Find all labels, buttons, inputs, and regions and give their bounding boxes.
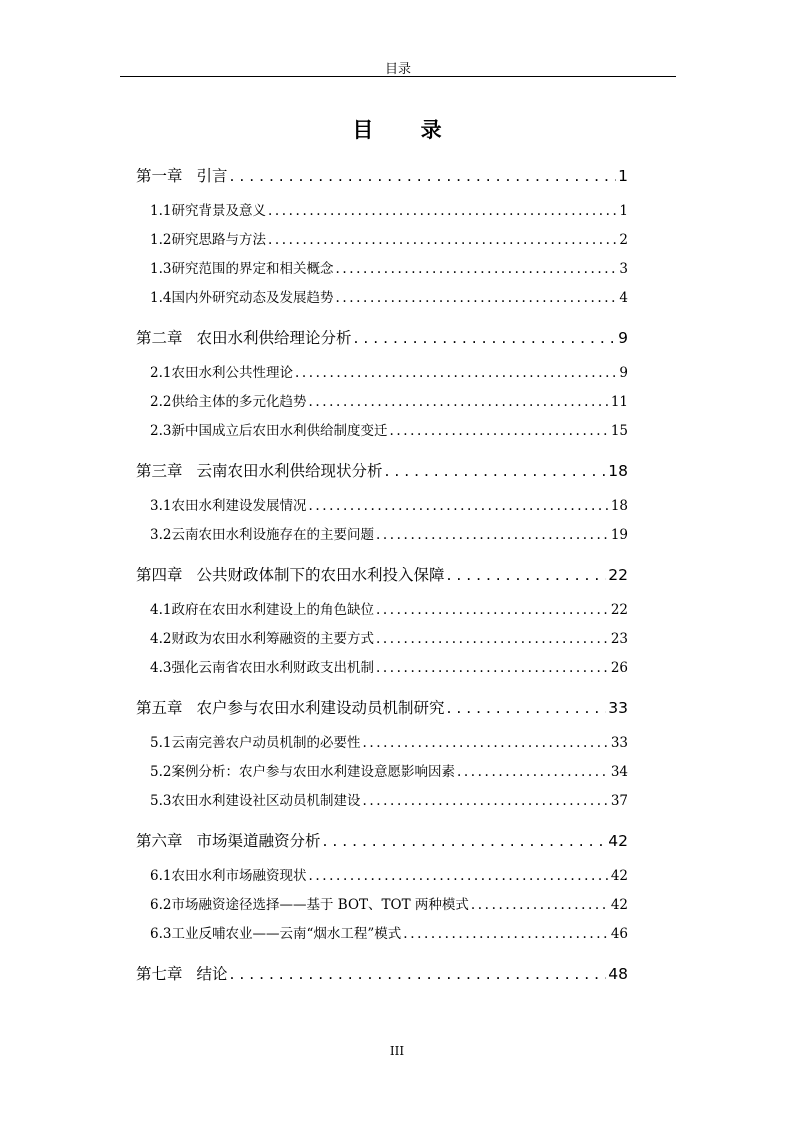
section-page-number: 22 [610,602,628,618]
toc-chapter-entry[interactable] [136,459,628,488]
section-page-number: 4 [619,290,628,306]
section-number: 1.4 [150,290,172,306]
dot-leader [230,965,607,983]
chapter-number: 第五章 [136,699,183,717]
chapter-number: 第七章 [136,965,183,983]
toc-title: 目 录 [352,118,462,142]
toc-section-entry[interactable] [136,523,628,552]
toc-section-entry[interactable] [136,286,628,315]
section-title: 强化云南省农田水利财政支出机制 [171,660,374,676]
section-page-number: 15 [610,423,628,439]
section-number: 3.1 [150,498,172,514]
dot-leader [376,631,609,647]
section-number: 6.1 [150,868,172,884]
section-page-number: 2 [619,232,628,248]
toc-section-entry[interactable] [136,893,628,922]
toc-section-entry[interactable] [136,731,628,760]
toc-section-entry[interactable] [136,494,628,523]
chapter-title: 结论 [196,965,228,983]
section-title: 新中国成立后农田水利供给制度变迁 [171,423,388,439]
toc-section-entry[interactable] [136,419,628,448]
toc-chapter-entry[interactable] [136,696,628,725]
section-number: 5.2 [150,764,172,780]
section-title: 农田水利公共性理论 [171,365,293,381]
chapter-number: 第二章 [136,329,183,347]
chapter-page-number: 48 [608,965,628,983]
toc-chapter-entry[interactable] [136,326,628,355]
toc-chapter-entry[interactable] [136,829,628,858]
section-page-number: 34 [610,764,628,780]
section-title: 国内外研究动态及发展趋势 [171,290,334,306]
section-title: 云南完善农户动员机制的必要性 [171,735,361,751]
toc-chapter-entry[interactable] [136,563,628,592]
dot-leader [323,832,607,850]
section-number: 2.2 [150,394,172,410]
dot-leader [362,793,608,809]
section-number: 1.3 [150,261,172,277]
section-number: 3.2 [150,527,172,543]
section-page-number: 42 [610,897,628,913]
section-title: 供给主体的多元化趋势 [171,394,307,410]
running-header: 目录 [384,62,411,77]
toc-section-entry[interactable] [136,390,628,419]
chapter-number: 第一章 [136,167,183,185]
section-page-number: 42 [610,868,628,884]
section-title: 研究思路与方法 [171,232,266,248]
toc-chapter-entry[interactable] [136,962,628,991]
dot-leader [376,602,609,618]
section-number: 4.2 [150,631,172,647]
toc-section-entry[interactable] [136,199,628,228]
dot-leader [268,203,617,219]
section-page-number: 1 [619,203,628,219]
chapter-number: 第四章 [136,566,183,584]
dot-leader [230,167,617,185]
section-number: 4.3 [150,660,172,676]
section-title: 农田水利建设社区动员机制建设 [171,793,361,809]
section-page-number: 26 [610,660,628,676]
dot-leader [308,394,608,410]
section-title: 财政为农田水利筹融资的主要方式 [171,631,374,647]
toc-section-entry[interactable] [136,598,628,627]
section-page-number: 9 [619,365,628,381]
toc-section-entry[interactable] [136,257,628,286]
chapter-title: 市场渠道融资分析 [196,832,321,850]
dot-leader [354,329,617,347]
section-number: 5.1 [150,735,172,751]
toc-section-entry[interactable] [136,656,628,685]
dot-leader [335,261,617,277]
dot-leader [362,735,608,751]
section-number: 1.1 [150,203,172,219]
dot-leader [335,290,617,306]
section-title: 研究背景及意义 [171,203,266,219]
toc-section-entry[interactable] [136,922,628,951]
dot-leader [447,699,607,717]
section-number: 6.2 [150,897,172,913]
dot-leader [295,365,617,381]
section-page-number: 11 [610,394,628,410]
section-number: 4.1 [150,602,172,618]
section-title: 研究范围的界定和相关概念 [171,261,334,277]
toc-section-entry[interactable] [136,361,628,390]
dot-leader [376,527,609,543]
chapter-number: 第三章 [136,462,183,480]
chapter-page-number: 22 [608,566,628,584]
toc-section-entry[interactable] [136,789,628,818]
dot-leader [308,498,608,514]
dot-leader [403,926,609,942]
section-title: 云南农田水利设施存在的主要问题 [171,527,374,543]
section-number: 1.2 [150,232,172,248]
section-page-number: 46 [610,926,628,942]
section-page-number: 23 [610,631,628,647]
section-page-number: 37 [610,793,628,809]
table-of-contents [136,164,628,997]
chapter-page-number: 18 [608,462,628,480]
dot-leader [471,897,609,913]
chapter-title: 云南农田水利供给现状分析 [196,462,383,480]
footer-page-number: III [389,1044,405,1058]
toc-section-entry[interactable] [136,864,628,893]
section-number: 2.1 [150,365,172,381]
section-page-number: 33 [610,735,628,751]
section-title: 农田水利建设发展情况 [171,498,307,514]
section-page-number: 19 [610,527,628,543]
chapter-page-number: 9 [618,329,628,347]
dot-leader [457,764,609,780]
dot-leader [385,462,607,480]
chapter-title: 引言 [196,167,228,185]
chapter-number: 第六章 [136,832,183,850]
section-title: 案例分析：农户参与农田水利建设意愿影响因素 [171,764,455,780]
section-title: 工业反哺农业——云南“烟水工程”模式 [171,926,402,942]
section-title: 市场融资途径选择——基于 BOT、TOT 两种模式 [171,897,469,913]
chapter-page-number: 1 [618,167,628,185]
chapter-page-number: 42 [608,832,628,850]
section-page-number: 18 [610,498,628,514]
dot-leader [308,868,608,884]
section-number: 6.3 [150,926,172,942]
chapter-title: 农户参与农田水利建设动员机制研究 [196,699,445,717]
section-number: 2.3 [150,423,172,439]
dot-leader [389,423,608,439]
section-title: 政府在农田水利建设上的角色缺位 [171,602,374,618]
chapter-page-number: 33 [608,699,628,717]
dot-leader [268,232,617,248]
dot-leader [447,566,607,584]
toc-section-entry[interactable] [136,760,628,789]
section-title: 农田水利市场融资现状 [171,868,307,884]
header-rule [120,76,676,77]
dot-leader [376,660,609,676]
chapter-title: 农田水利供给理论分析 [196,329,352,347]
toc-section-entry[interactable] [136,627,628,656]
toc-section-entry[interactable] [136,228,628,257]
toc-chapter-entry[interactable] [136,164,628,193]
chapter-title: 公共财政体制下的农田水利投入保障 [196,566,445,584]
section-page-number: 3 [619,261,628,277]
section-number: 5.3 [150,793,172,809]
